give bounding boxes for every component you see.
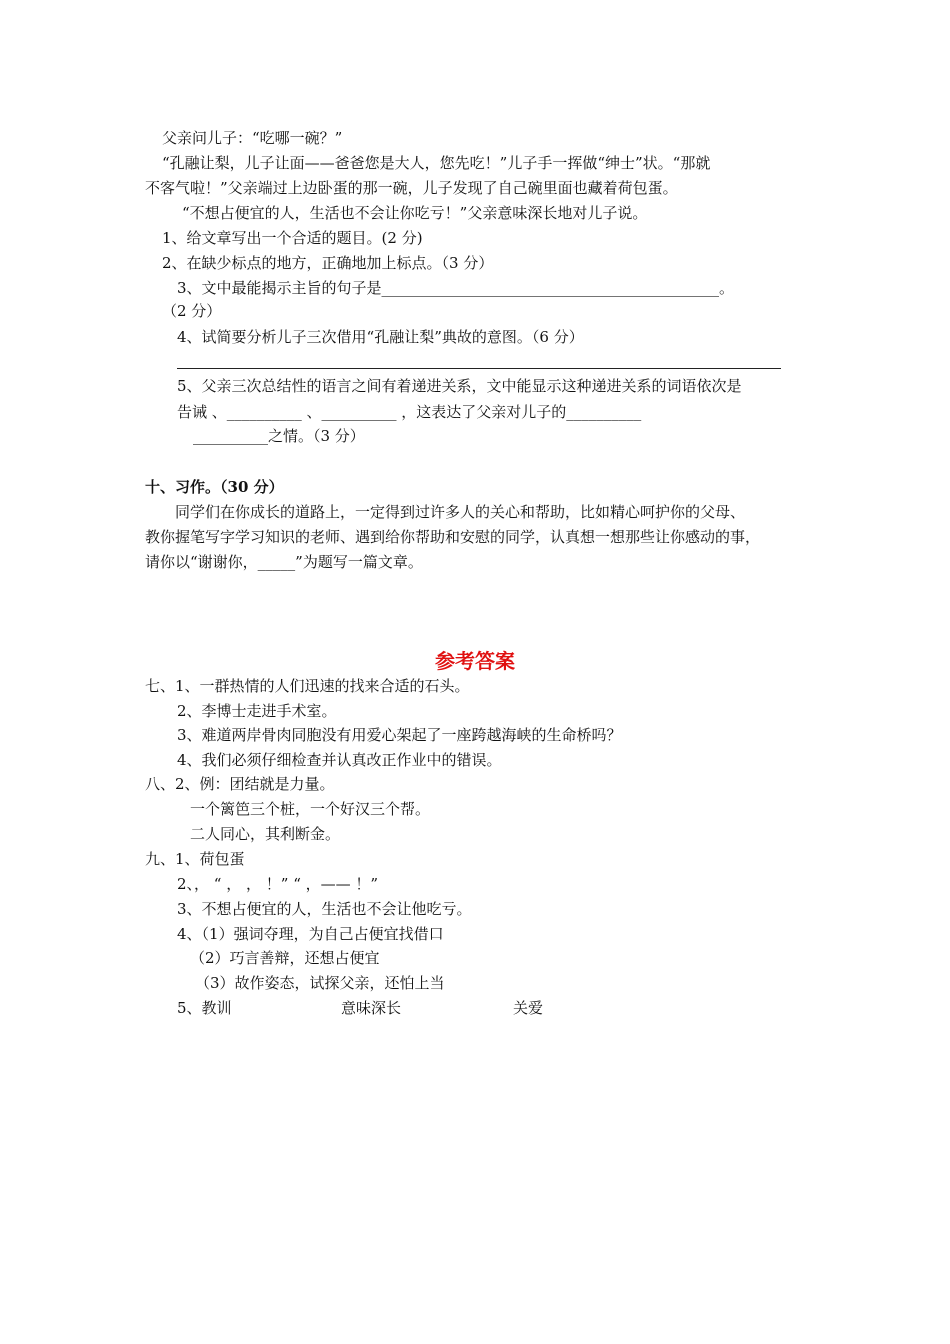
answer-8-example-2: 二人同心，其利断金。 (190, 825, 341, 843)
writing-heading: 十、习作。（30 分） (145, 478, 284, 496)
answer-9-1: 九、1、荷包蛋 (145, 850, 245, 868)
answers-title: 参考答案 (435, 649, 515, 673)
answer-7-3: 3、难道两岸骨肉同胞没有用爱心架起了一座跨越海峡的生命桥吗？ (177, 726, 622, 744)
answer-9-5-b: 意味深长 (341, 999, 402, 1017)
question-3: 3、文中最能揭示主旨的句子是_____________________________________________。 (177, 279, 735, 297)
question-5-line-2: 告诫 、__________ 、__________ ，这表达了父亲对儿子的__________ (177, 403, 642, 421)
question-4: 4、试简要分析儿子三次借用“孔融让梨”典故的意图。（6 分） (177, 328, 584, 346)
story-line-4: “不想占便宜的人，生活也不会让你吃亏！”父亲意味深长地对儿子说。 (182, 204, 648, 222)
question-5-line-3: __________之情。（3 分） (193, 427, 365, 445)
answer-8-2: 八、2、例：团结就是力量。 (145, 775, 335, 793)
answer-9-3: 3、不想占便宜的人，生活也不会让他吃亏。 (177, 900, 472, 918)
answer-blank-line (177, 368, 781, 369)
answer-9-5-c: 关爱 (513, 999, 544, 1017)
writing-line-2: 教你握笔写字学习知识的老师、遇到给你帮助和安慰的同学，认真想一想那些让你感动的事， (145, 528, 761, 546)
writing-line-1: 同学们在你成长的道路上，一定得到过许多人的关心和帮助，比如精心呵护你的父母、 (175, 503, 746, 521)
question-5-line-1: 5、父亲三次总结性的语言之间有着递进关系，文中能显示这种递进关系的词语依次是 (177, 377, 742, 395)
answer-8-example-1: 一个篱笆三个桩，一个好汉三个帮。 (190, 800, 431, 818)
answer-9-5-a: 5、教训 (177, 999, 232, 1017)
answer-9-4-3: （3）故作姿态，试探父亲，还怕上当 (195, 974, 445, 992)
answer-9-4-2: （2）巧言善辩，还想占便宜 (190, 949, 380, 967)
story-line-2: “孔融让梨，儿子让面——爸爸您是大人，您先吃！”儿子手一挥做“绅士”状。“那就 (162, 154, 711, 172)
question-2: 2、在缺少标点的地方，正确地加上标点。（3 分） (162, 254, 494, 272)
story-line-3: 不客气啦！”父亲端过上边卧蛋的那一碗，儿子发现了自己碗里面也藏着荷包蛋。 (145, 179, 678, 197)
story-line-1: 父亲问儿子：“吃哪一碗？” (162, 129, 343, 147)
answer-7-1: 七、1、一群热情的人们迅速的找来合适的石头。 (145, 677, 470, 695)
answer-9-2: 2、， “ ， ， ！” “ ，—— ！” (177, 875, 379, 893)
answer-7-2: 2、李博士走进手术室。 (177, 702, 337, 720)
answer-7-4: 4、我们必须仔细检查并认真改正作业中的错误。 (177, 751, 502, 769)
question-3-score: （2 分） (162, 302, 222, 320)
writing-line-3: 请你以“谢谢你，_____”为题写一篇文章。 (145, 553, 423, 571)
question-1: 1、给文章写出一个合适的题目。(2 分) (162, 229, 423, 247)
answer-9-4: 4、（1）强词夺理，为自己占便宜找借口 (177, 925, 444, 943)
